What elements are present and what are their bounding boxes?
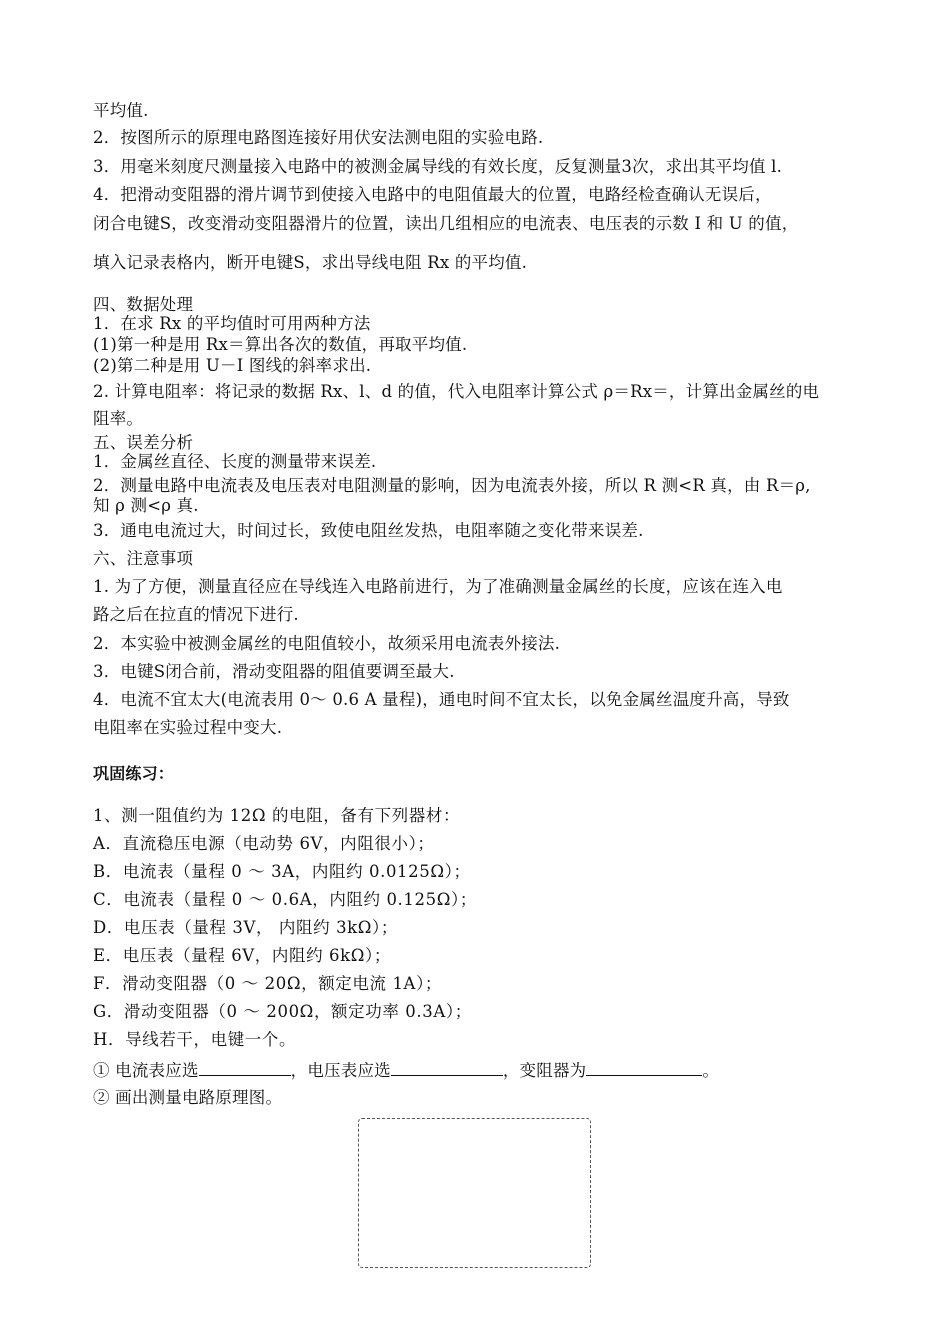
circuit-drawing-box[interactable] — [358, 1118, 591, 1268]
step-4-cont: 闭合电键S，改变滑动变阻器滑片的位置，读出几组相应的电流表、电压表的示数 I 和 U 的值， — [93, 214, 799, 233]
fill-label-ammeter: ① 电流表应选 — [93, 1061, 199, 1080]
voltmeter-answer-blank[interactable] — [391, 1059, 503, 1076]
notes-item: 4．电流不宜太大(电流表用 0～ 0.6 A 量程)，通电时间不宜太长，以免金属丝温度升高，导致 — [93, 690, 790, 709]
step-text: 平均值. — [93, 101, 149, 120]
step-4-end: 填入记录表格内，断开电键S，求出导线电阻 Rx 的平均值. — [93, 253, 528, 272]
error-analysis-item: 1．金属丝直径、长度的测量带来误差. — [93, 452, 377, 471]
fill-in-question — [93, 1059, 863, 1082]
option-h: H．导线若干，电键一个。 — [93, 1030, 297, 1049]
option-c: C．电流表（量程 0 ～ 0.6A，内阻约 0.125Ω）； — [93, 890, 477, 909]
data-processing-item: 2. 计算电阻率：将记录的数据 Rx、l、d 的值，代入电阻率计算公式 ρ＝Rx＝，计算出金属丝的电 — [93, 382, 820, 401]
data-processing-item: (2)第二种是用 U－I 图线的斜率求出. — [93, 356, 372, 375]
option-f: F．滑动变阻器（0 ～ 20Ω，额定电流 1A）； — [93, 974, 443, 993]
notes-item: 2．本实验中被测金属丝的电阻值较小，故须采用电流表外接法. — [93, 634, 561, 653]
option-d: D．电压表（量程 3V， 内阻约 3kΩ）； — [93, 918, 399, 937]
fill-label-voltmeter: ，电压表应选 — [290, 1061, 391, 1080]
fill-label-rheostat: ，变阻器为 — [502, 1061, 587, 1080]
data-processing-item: 阻率。 — [93, 409, 144, 428]
step-3: 3．用毫米刻度尺测量接入电路中的被测金属导线的有效长度，反复测量3次，求出其平均值 l. — [93, 157, 783, 176]
section-title-notes: 六、注意事项 — [93, 549, 194, 568]
step-2: 2．按图所示的原理电路图连接好用伏安法测电阻的实验电路. — [93, 128, 544, 147]
draw-circuit-prompt: ② 画出测量电路原理图。 — [93, 1088, 283, 1107]
error-analysis-item: 3．通电电流过大，时间过长，致使电阻丝发热，电阻率随之变化带来误差. — [93, 521, 644, 540]
ammeter-answer-blank[interactable] — [199, 1059, 291, 1076]
notes-item: 3．电键S闭合前，滑动变阻器的阻值要调至最大. — [93, 662, 455, 681]
section-title-data-processing: 四、数据处理 — [93, 295, 194, 314]
option-b: B．电流表（量程 0 ～ 3A，内阻约 0.0125Ω）； — [93, 862, 471, 881]
fill-label-end: 。 — [702, 1061, 720, 1080]
data-processing-item: 1．在求 Rx 的平均值时可用两种方法 — [93, 314, 371, 333]
notes-item: 电阻率在实验过程中变大. — [93, 718, 283, 737]
notes-item: 1. 为了方便，测量直径应在导线连入电路前进行，为了准确测量金属丝的长度，应该在连入电 — [93, 577, 783, 596]
rheostat-answer-blank[interactable] — [586, 1059, 702, 1076]
error-analysis-item: 知 ρ 测<ρ 真. — [93, 496, 199, 515]
exercise-heading: 巩固练习： — [93, 764, 175, 783]
data-processing-item: (1)第一种是用 Rx＝算出各次的数值，再取平均值. — [93, 335, 468, 354]
notes-item: 路之后在拉直的情况下进行. — [93, 605, 299, 624]
question-1: 1、测一阻值约为 12Ω 的电阻，备有下列器材： — [93, 806, 461, 825]
option-a: A．直流稳压电源（电动势 6V，内阻很小）； — [93, 834, 435, 853]
step-4: 4．把滑动变阻器的滑片调节到使接入电路中的电阻值最大的位置，电路经检查确认无误后， — [93, 185, 772, 204]
option-g: G．滑动变阻器（0 ～ 200Ω，额定功率 0.3A）； — [93, 1002, 472, 1021]
error-analysis-item: 2．测量电路中电流表及电压表对电阻测量的影响，因为电流表外接，所以 R 测<R 真，由 R＝ρ, — [93, 476, 811, 495]
section-title-error-analysis: 五、误差分析 — [93, 433, 194, 452]
option-e: E．电压表（量程 6V，内阻约 6kΩ）； — [93, 946, 391, 965]
